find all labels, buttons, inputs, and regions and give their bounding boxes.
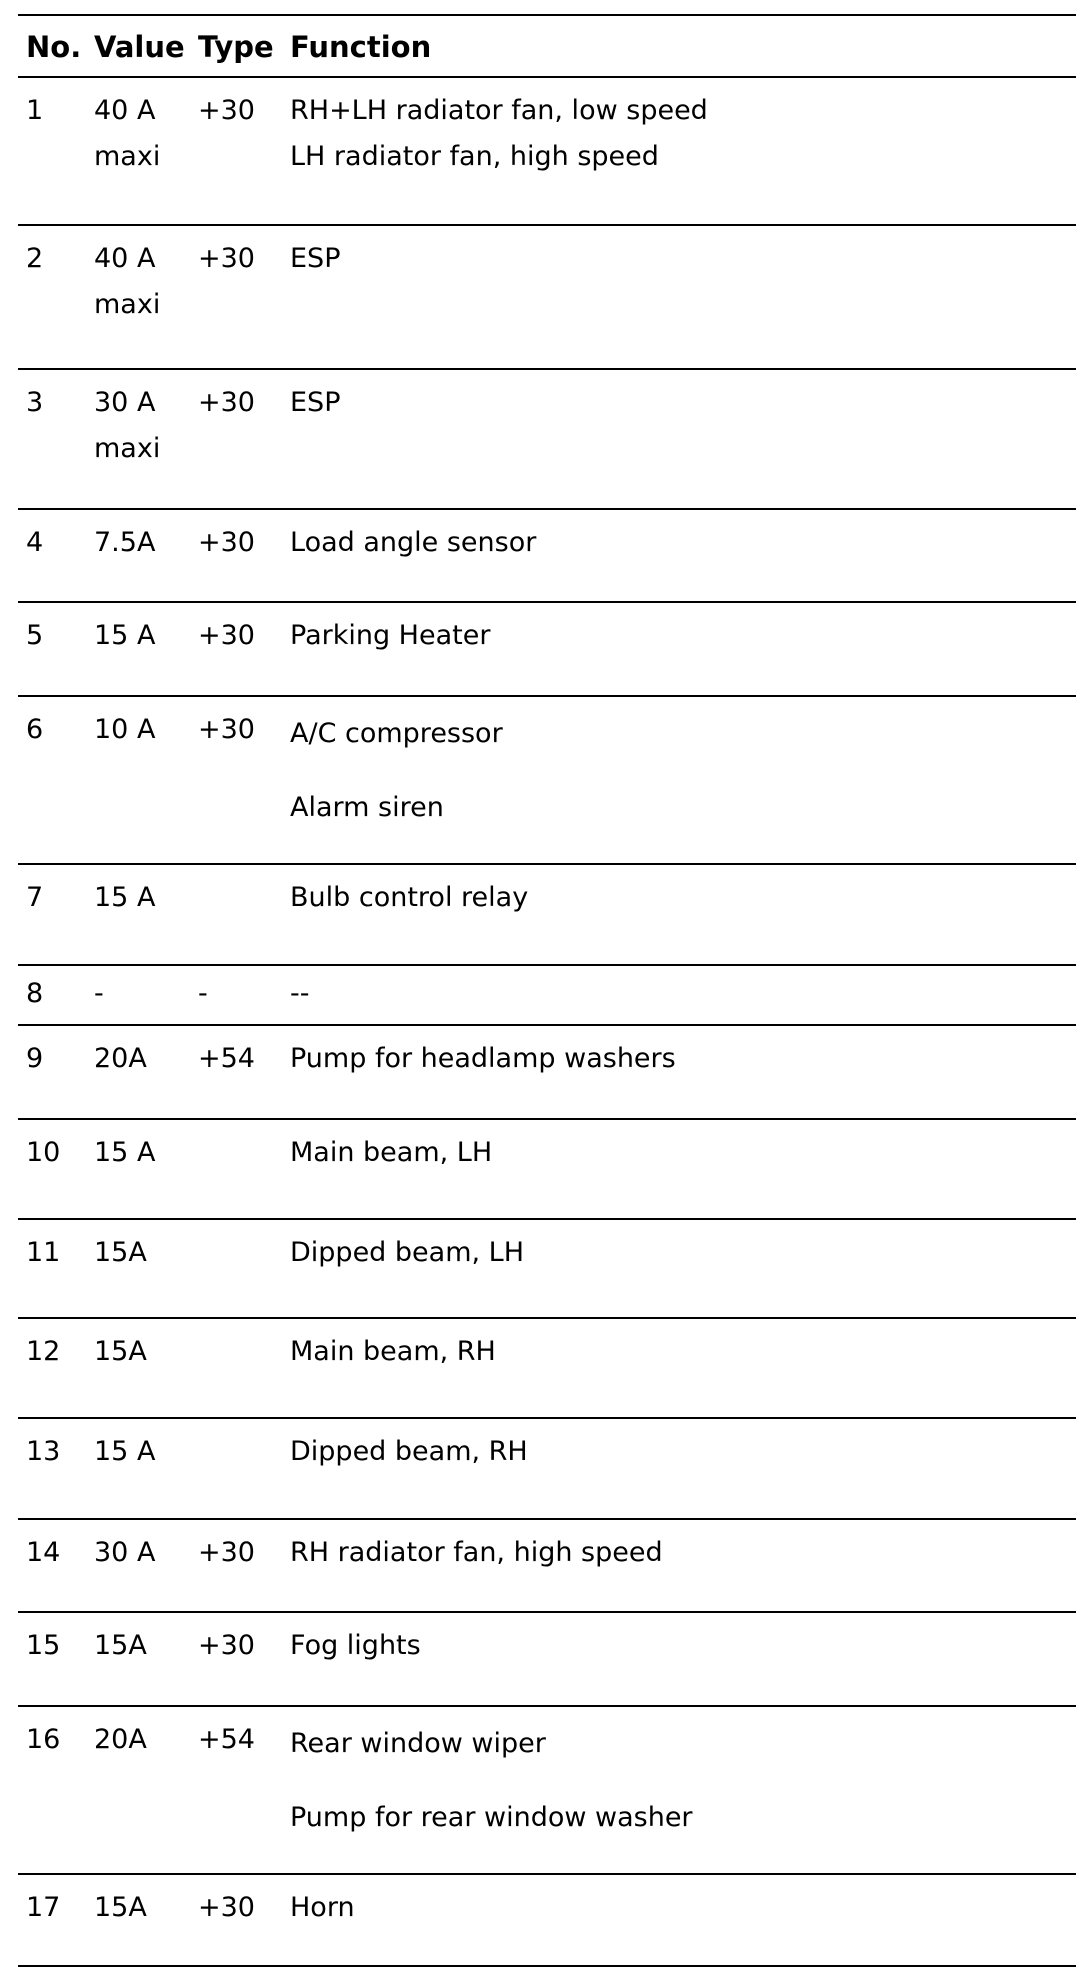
table-row — [18, 601, 1076, 695]
fuse-number: 16 — [26, 1724, 61, 1755]
fuse-function — [290, 697, 1070, 845]
fuse-number: 2 — [26, 243, 44, 274]
table-row — [18, 695, 1076, 863]
table-row — [18, 863, 1076, 964]
table-row — [18, 1317, 1076, 1417]
fuse-number: 7 — [26, 882, 44, 913]
fuse-number: 12 — [26, 1336, 61, 1367]
fuse-function: Horn — [290, 1892, 355, 1923]
fuse-function: Dipped beam, LH — [290, 1237, 525, 1268]
fuse-number: 5 — [26, 620, 44, 651]
fuse-value: 15 A — [94, 882, 156, 913]
fuse-value: - — [94, 978, 104, 1009]
fuse-number: 9 — [26, 1043, 44, 1074]
fuse-number: 8 — [26, 978, 44, 1009]
fuse-value: 15A — [94, 1892, 147, 1923]
fuse-value: 15 A — [94, 1436, 156, 1467]
fuse-type: +54 — [198, 1724, 255, 1755]
fuse-value: 15A — [94, 1336, 147, 1367]
fuse-value-kind: maxi — [94, 289, 161, 320]
fuse-value: 30 A — [94, 1537, 156, 1568]
header-no: No. — [26, 30, 82, 64]
fuse-function — [290, 1707, 1070, 1855]
fuse-value: 15 A — [94, 1137, 156, 1168]
fuse-value: 20A — [94, 1724, 147, 1755]
function-line-2: Alarm siren — [290, 792, 444, 823]
fuse-value-amps: 40 A — [94, 95, 156, 126]
fuse-type: +30 — [198, 620, 255, 651]
fuse-value: 10 A — [94, 714, 156, 745]
table-header-row — [18, 14, 1076, 76]
fuse-type: +30 — [198, 527, 255, 558]
fuse-function: Pump for headlamp washers — [290, 1043, 676, 1074]
fuse-type: - — [198, 978, 208, 1009]
function-line-1: RH+LH radiator fan, low speed — [290, 95, 708, 126]
table-row — [18, 1611, 1076, 1705]
table-row — [18, 368, 1076, 508]
fuse-type: +30 — [198, 1630, 255, 1661]
table-row — [18, 964, 1076, 1024]
fuse-type: +54 — [198, 1043, 255, 1074]
table-row — [18, 1518, 1076, 1611]
fuse-function: RH radiator fan, high speed — [290, 1537, 663, 1568]
fuse-value — [94, 380, 194, 472]
fuse-value-kind: maxi — [94, 141, 161, 172]
table-row — [18, 1705, 1076, 1873]
table-row — [18, 76, 1076, 224]
table-row — [18, 1218, 1076, 1317]
fuse-function: Load angle sensor — [290, 527, 537, 558]
function-line-1: Rear window wiper — [290, 1728, 546, 1759]
fuse-number: 11 — [26, 1237, 61, 1268]
fuse-number: 14 — [26, 1537, 61, 1568]
fuse-function: Bulb control relay — [290, 882, 529, 913]
header-value: Value — [94, 30, 185, 64]
table-row — [18, 508, 1076, 601]
fuse-value-kind: maxi — [94, 433, 161, 464]
function-line-2: LH radiator fan, high speed — [290, 141, 659, 172]
fuse-function: -- — [290, 978, 310, 1009]
fuse-function — [290, 88, 1070, 180]
fuse-function: Fog lights — [290, 1630, 421, 1661]
header-type: Type — [198, 30, 274, 64]
fuse-function: Main beam, RH — [290, 1336, 496, 1367]
fuse-number: 17 — [26, 1892, 61, 1923]
fuse-type: +30 — [198, 243, 255, 274]
table-row — [18, 1118, 1076, 1218]
fuse-table — [18, 14, 1076, 1967]
fuse-value: 7.5A — [94, 527, 156, 558]
fuse-value: 20A — [94, 1043, 147, 1074]
fuse-type: +30 — [198, 1537, 255, 1568]
function-line-1: A/C compressor — [290, 718, 503, 749]
header-function: Function — [290, 30, 432, 64]
fuse-function: Main beam, LH — [290, 1137, 493, 1168]
fuse-value: 15A — [94, 1237, 147, 1268]
fuse-number: 1 — [26, 95, 44, 126]
fuse-number: 3 — [26, 387, 44, 418]
fuse-type: +30 — [198, 1892, 255, 1923]
fuse-type: +30 — [198, 714, 255, 745]
fuse-function: Parking Heater — [290, 620, 491, 651]
fuse-value: 15A — [94, 1630, 147, 1661]
fuse-number: 10 — [26, 1137, 61, 1168]
fuse-value: 15 A — [94, 620, 156, 651]
fuse-value — [94, 88, 194, 180]
table-row — [18, 1417, 1076, 1518]
fuse-function: ESP — [290, 387, 341, 418]
fuse-number: 4 — [26, 527, 44, 558]
table-row — [18, 1873, 1076, 1967]
fuse-number: 6 — [26, 714, 44, 745]
fuse-number: 13 — [26, 1436, 61, 1467]
function-line-2: Pump for rear window washer — [290, 1802, 693, 1833]
fuse-function: ESP — [290, 243, 341, 274]
fuse-type: +30 — [198, 387, 255, 418]
fuse-number: 15 — [26, 1630, 61, 1661]
fuse-value-amps: 40 A — [94, 243, 156, 274]
table-row — [18, 1024, 1076, 1118]
fuse-function: Dipped beam, RH — [290, 1436, 528, 1467]
table-row — [18, 224, 1076, 368]
fuse-type: +30 — [198, 95, 255, 126]
fuse-value-amps: 30 A — [94, 387, 156, 418]
fuse-value — [94, 236, 194, 328]
